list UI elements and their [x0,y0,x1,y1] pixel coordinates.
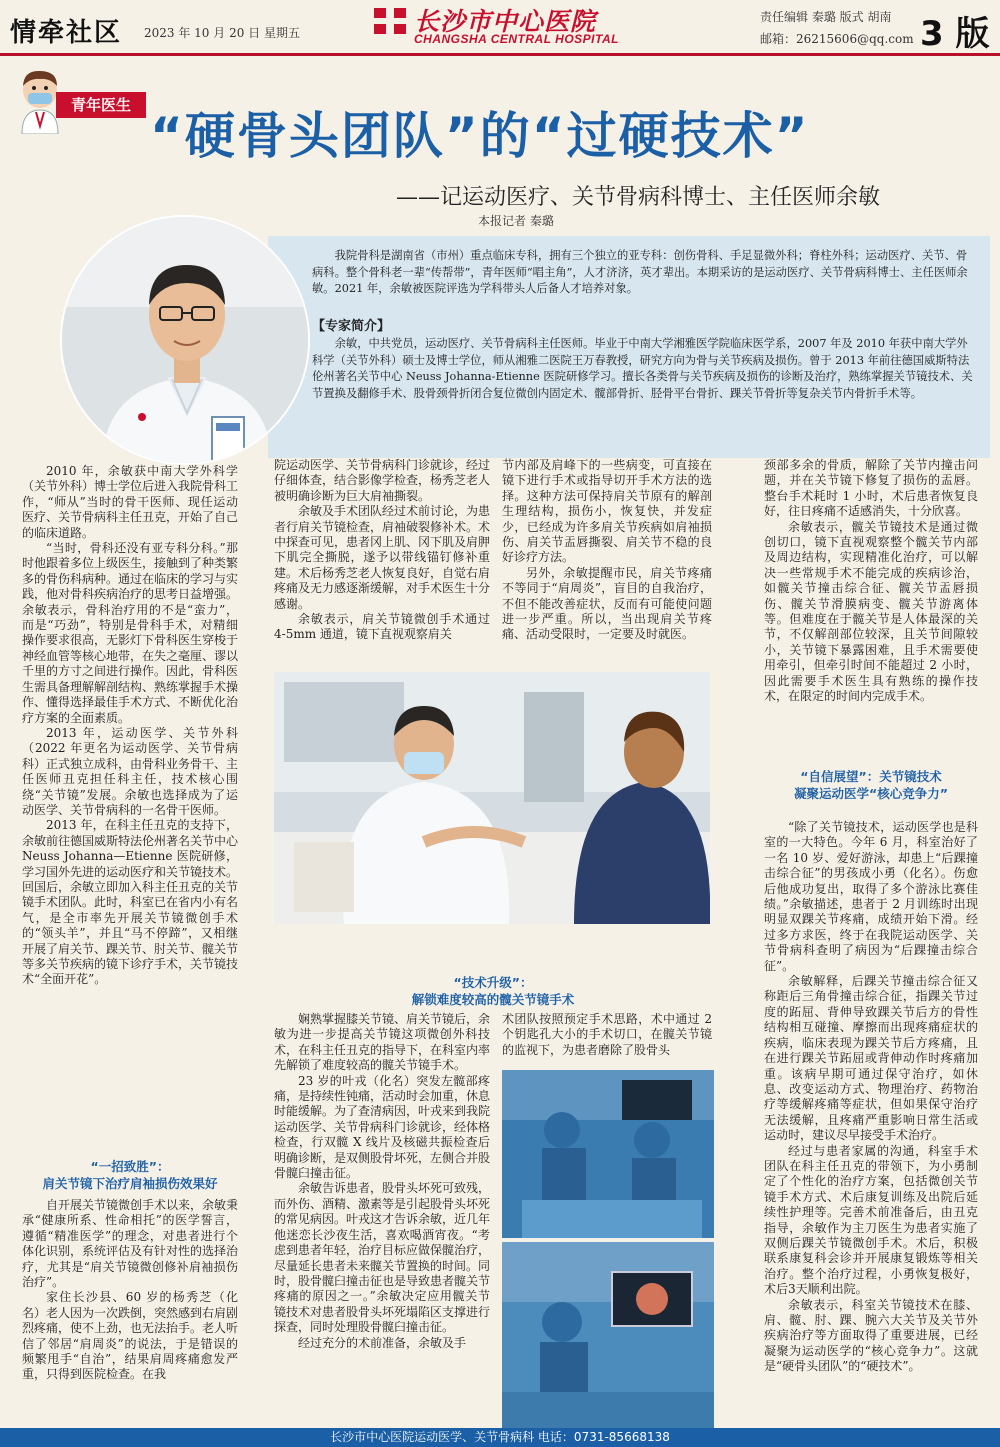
consultation-photo [274,672,710,924]
issue-date: 2023 年 10 月 20 日 星期五 [144,26,300,40]
column-tag: 青年医生 [56,92,146,118]
surgery-photo-2 [502,1242,714,1438]
paragraph: 余敏表示，科室关节镜技术在膝、肩、髋、肘、踝、腕六大关节及关节外疾病治疗等方面取得了重要进展，已经凝聚为运动医学的“核心竞争力”。这就是“硬骨头团队”的“硬技术”。 [764,1297,978,1374]
surgery-photo-1 [502,1070,714,1238]
paragraph: 经过与患者家属的沟通，科室手术团队在科主任丑克的带领下，为小勇制定了个性化的治疗方案，包括微创关节镜手术方式、术后康复训练及出院后延续性护理等。完善术前准备后，由丑克指导，余敏作为主刀医生为患者实施了双侧后踝关节镜微创手术。术后，积极联系康复科会诊并开展康复锻炼等相关治疗。整个治疗过程，小勇恢复极好，术后3天顺利出院。 [764,1143,978,1297]
hospital-logo-icon [370,4,410,38]
section-subtitle-3: “自信展望”：关节镜技术 凝聚运动医学“核心竞争力” [794,769,948,801]
paragraph: 家住长沙县、60 岁的杨秀芝（化名）老人因为一次跌倒，突然感到右肩剧烈疼痛，使不上劲，也无法抬手。老人听信了邻居“肩周炎”的说法，于是错误的频繁甩手“自治”，结果肩周疼痛愈发严重，只得到医院检查。在我 [22,1290,238,1382]
paragraph: 余敏表示，髋关节镜技术是通过微创切口，镜下直视观察整个髋关节内部及周边结构，实现精准化治疗，可以解决一些常规手术不能完成的疾病诊治，如髋关节撞击综合征、髋关节盂唇损伤、髋关节滑膜病变、髋关节游离体等。但难度在于髋关节是人体最深的关节，不仅解剖部位较深，且关节间隙较小，关节镜下暴露困难，且手术需要使用牵引，但牵引时间不能超过 2 小时，因此需要手术医生具有熟练的操作技术，在限定的时间内完成手术。 [764,519,978,704]
paragraph: 娴熟掌握膝关节镜、肩关节镜后，余敏为进一步提高关节镜这项微创外科技术，在科主任丑克的指导下，在科室内率先解锁了难度较高的髋关节镜手术。 [274,1012,490,1073]
masthead [0,0,1000,56]
paragraph: 颈部多余的骨质，解除了关节内撞击问题，并在关节镜下修复了损伤的盂唇。整台手术耗时 1 小时，术后患者恢复良好，往日疼痛不适感消失，十分欣喜。 [764,458,978,519]
intro-text: 我院骨科是湖南省（市州）重点临床专科，拥有三个独立的亚专科：创伤骨科、手足显微外科；脊柱外科；运动医疗、关节、骨病科。整个骨科老一辈“传帮带”，青年医师“唱主角”，人才济济，英才辈出。本期采访的是运动医疗、关节骨病科博士、主任医师余敏。2021 年，余敏被医院评选为学科带头人后备人才培养对象。 [312,249,968,295]
paragraph: 余敏告诉患者，股骨头坏死可致残，而外伤、酒精、激素等是引起股骨头坏死的常见病因。叶戎这才告诉余敏，近几年他迷恋长沙夜生活，喜欢喝酒宵夜。“考虑到患者年轻，治疗目标应做保髋治疗，尽量延长患者未来髋关节置换的时间。同时，股骨髋臼撞击征也是导致患者髋关节疼痛的原因之一。”余敏决定应用髋关节镜技术对患者股骨头坏死塌陷区支撑进行探查，同时处理股骨髋臼撞击征。 [274,1181,490,1335]
section-name: 情牵社区 [10,18,123,48]
doctor-portrait-photo [60,215,310,465]
article-column-3 [502,458,712,668]
page-number: 3 版 [920,14,990,54]
paragraph: 余敏及手术团队经过术前讨论，为患者行肩关节镜检查，肩袖破裂修补术。术中探查可见，患者冈上肌、冈下肌及肩胛下肌完全撕脱，遂予以带线锚钉修补重建。术后杨秀芝老人恢复良好，自觉右肩疼痛及无力感逐渐缓解，对手术医生十分感谢。 [274,504,490,611]
section-subtitle-2: “技术升级”： 解锁难度较高的髋关节镜手术 [411,975,575,1007]
hospital-name-en: CHANGSHA CENTRAL HOSPITAL [414,32,619,46]
article-column-4 [764,458,978,756]
paragraph: “除了关节镜技术，运动医学也是科室的一大特色。今年 6 月，科室治好了一名 10 岁、爱好游泳，却患上“后踝撞击综合征”的男孩成小勇（化名）。伤愈后他成功复出，取得了多个游泳比赛佳绩。”余敏描述，患者于 2 月训练时出现明显双踝关节疼痛，成绩开始下滑。经过多方求医，终于在我院运动医学、关节骨病科查明了病因为“后踝撞击综合征”。 [764,820,978,973]
editor-credits: 责任编辑 秦璐 版式 胡南 [760,10,892,24]
paragraph: 余敏解释，后踝关节撞击综合征又称距后三角骨撞击综合征，指踝关节过度的跖屈、背伸导致踝关节后方的骨性结构相互碰撞、摩擦而出现疼痛症状的疾病，临床表现为踝关节后方疼痛，且在进行踝关节跖屈或背伸动作时疼痛加重。该病早期可通过保守治疗，如休息、改变运动方式、物理治疗、药物治疗等缓解疼痛等症状，但如果保守治疗无法缓解，且疼痛严重影响日常生活或运动时，建议尽早接受手术治疗。 [764,974,978,1143]
paragraph: 2013 年，在科主任丑克的支持下，余敏前往德国威斯特法伦州著名关节中心 Neuss Johanna—Etienne 医院研修，学习国外先进的运动医疗和关节镜技术。回国后，余敏立即加入科主任丑克的关节镜手术团队。此时，科室已在省内小有名气，是全市率先开展关节镜微创手术的“领头羊”，并且“马不停蹄”，又相继开展了肩关节、踝关节、肘关节、髋关节等多关节疾病的镜下诊疗手术，关节镜技术“全面开花”。 [22,818,238,987]
article-column-1-lower [22,1198,238,1438]
section-subtitle-1: “一招致胜”： 肩关节镜下治疗肩袖损伤效果好 [42,1159,218,1191]
paragraph: 余敏表示，肩关节镜微创手术通过 4-5mm 通道，镜下直视观察肩关 [274,612,490,642]
article-column-4-lower [764,820,978,1432]
paragraph: 院运动医学、关节骨病科门诊就诊，经过仔细体查，结合影像学检查，杨秀芝老人被明确诊断为巨大肩袖撕裂。 [274,458,490,503]
paragraph: 经过充分的术前准备，余敏及手 [298,1335,467,1350]
paragraph: “当时，骨科还没有亚专科分科。”那时他跟着多位上级医生，接触到了种类繁多的骨伤科病种。通过在临床的学习与实践，他对骨科疾病治疗的思考日益增强。余敏表示，骨科治疗用的不是“蛮力”，而是“巧劲”，特别是骨科手术，对精细操作要求很高，无影灯下骨科医生穿梭于神经血管等核心地带，在失之毫厘、谬以千里的方寸之间进行操作。因此，骨科医生需具备理解解剖结构、熟练掌握手术操作、懂得选择最佳手术方式、不断优化治疗方案的全面素质。 [22,541,238,725]
footer-contact: 长沙市中心医院运动医学、关节骨病科 电话：0731-85668138 [0,1428,1000,1447]
paragraph: 另外，余敏提醒市民，肩关节疼痛不等同于“肩周炎”，盲目的自我治疗，不但不能改善症状，反而有可能使问题进一步严重。所以，当出现肩关节疼痛、活动受限时，一定要及时就医。 [502,565,712,642]
expert-profile-text: 余敏，中共党员，运动医疗、关节骨病科主任医师。毕业于中南大学湘雅医学院临床医学系，2007 年及 2010 年获中南大学外科学（关节外科）硕士及博士学位，师从湘雅二医院王万春教授，研究方向为骨与关节疾病及损伤。曾于 2013 年前往德国威斯特法伦州著名关节中心 Neuss Johanna-Etienne 医院研修学习。擅长各类骨与关节疾病及损伤的诊断及治疗，熟练掌握关节镜技术、关节置换及翻修手术、股骨颈骨折闭合复位微创内固定术、髋部骨折、胫骨平台骨折、踝关节骨折等复杂关节内骨折手术等。 [312,337,973,400]
article-column-3-lower [502,1012,712,1066]
paragraph: 23 岁的叶戎（化名）突发左髋部疼痛，是持续性钝痛，活动时会加重，休息时能缓解。为了查清病因，叶戎来到我院运动医学、关节骨病科门诊就诊，经体格检查，行双髋 X 线片及核磁共振检查后明确诊断，是双侧股骨坏死，左侧合并股骨髋臼撞击征。 [274,1073,490,1181]
article-column-2 [274,458,490,668]
article-column-2-lower [274,1012,490,1438]
article-column-1 [22,464,238,1154]
subheadline: ——记运动医疗、关节骨病科博士、主任医师余敏 [396,185,881,210]
paragraph: 2010 年，余敏获中南大学外科学（关节外科）博士学位后进入我院骨科工作，“师从”当时的骨干医师、现任运动医疗、关节骨病科主任丑克，开始了自己的临床道路。 [22,464,238,540]
expert-profile-label: 【专家简介】 [312,319,391,334]
headline: “硬骨头团队”的“过硬技术” [150,107,810,165]
paragraph: 2013 年，运动医学、关节外科（2022 年更名为运动医学、关节骨病科）正式独立成科，由骨科业务骨干、主任医师丑克担任科主任，技术核心围绕“关节镜”发展。余敏也选择成为了运动医学、关节骨病科的一名骨干医师。 [22,725,238,817]
paragraph: 节内部及肩峰下的一些病变，可直接在镜下进行手术或指导切开手术方法的选择。这种方法可保持肩关节原有的解剖生理结构，损伤小，恢复快，并发症少，已经成为许多肩关节疾病如肩袖损伤、肩关节盂唇撕裂、肩关节不稳的良好诊疗方法。 [502,458,712,565]
paragraph: 自开展关节镜微创手术以来，余敏秉承“健康所系、性命相托”的医学誓言，遵循“精准医学”的理念，对患者进行个体化识别，系统评估及有针对性的选择治疗，尤其是“肩关节镜微创修补肩袖损伤治疗”。 [22,1198,238,1290]
contact-email: 邮箱：26215606@qq.com [760,32,914,46]
byline: 本报记者 秦璐 [478,214,554,228]
hospital-name-cn: 长沙市中心医院 [414,7,597,36]
paragraph: 术团队按照预定手术思路，术中通过 2 个钥匙孔大小的手术切口，在髋关节镜的监视下，为患者磨除了股骨头 [502,1012,712,1057]
